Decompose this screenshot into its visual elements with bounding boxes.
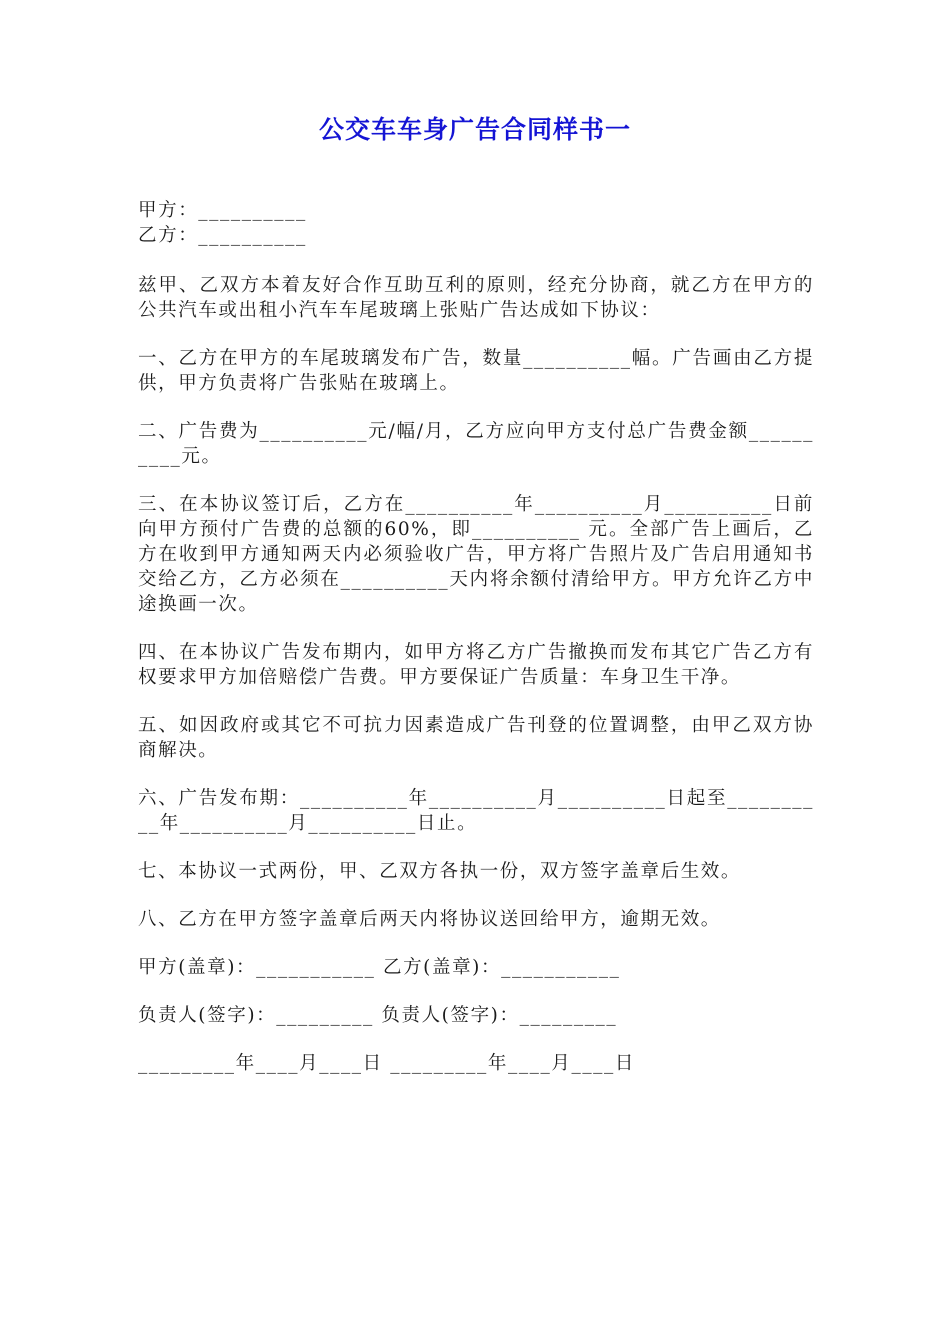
signature-person-line: 负责人(签字)：_________ 负责人(签字)：_________ xyxy=(138,1005,618,1026)
date-line: _________年____月____日 _________年____月____日 xyxy=(138,1053,635,1074)
signature-seal-line: 甲方(盖章)：___________ 乙方(盖章)：___________ xyxy=(138,957,621,978)
clause-4: 四、在本协议广告发布期内，如甲方将乙方广告撤换而发布其它广告乙方有权要求甲方加倍赔偿广告费。甲方要保证广告质量：车身卫生干净。 xyxy=(138,642,814,688)
intro-paragraph: 兹甲、乙双方本着友好合作互助互利的原则，经充分协商，就乙方在甲方的公共汽车或出租小汽车车尾玻璃上张贴广告达成如下协议： xyxy=(138,275,814,321)
clause-6: 六、广告发布期：__________年__________月__________日起至__________年__________月__________日止。 xyxy=(138,788,814,834)
clause-8: 八、乙方在甲方签字盖章后两天内将协议送回给甲方，逾期无效。 xyxy=(138,909,721,930)
clause-1: 一、乙方在甲方的车尾玻璃发布广告，数量__________幅。广告画由乙方提供，甲方负责将广告张贴在玻璃上。 xyxy=(138,348,814,394)
party-a-line: 甲方：__________ xyxy=(138,200,307,221)
clause-7: 七、本协议一式两份，甲、乙双方各执一份，双方签字盖章后生效。 xyxy=(138,861,742,882)
clause-2: 二、广告费为__________元/幅/月，乙方应向甲方支付总广告费金额__________元。 xyxy=(138,421,814,467)
document-title: 公交车车身广告合同样书一 xyxy=(318,115,631,144)
clause-5: 五、如因政府或其它不可抗力因素造成广告刊登的位置调整，由甲乙双方协商解决。 xyxy=(138,715,814,761)
party-b-line: 乙方：__________ xyxy=(138,225,307,246)
document-body xyxy=(138,198,814,1099)
clause-3: 三、在本协议签订后，乙方在__________年__________月__________日前向甲方预付广告费的总额的60%，即__________ 元。全部广告上画后，乙方在收到甲方通知两天内必须验收广告，甲方将广告照片及广告启用通知书交给乙方，乙方必须在__________天内将余额付清给甲方。甲方允许乙方中途换画一次。 xyxy=(138,494,814,615)
